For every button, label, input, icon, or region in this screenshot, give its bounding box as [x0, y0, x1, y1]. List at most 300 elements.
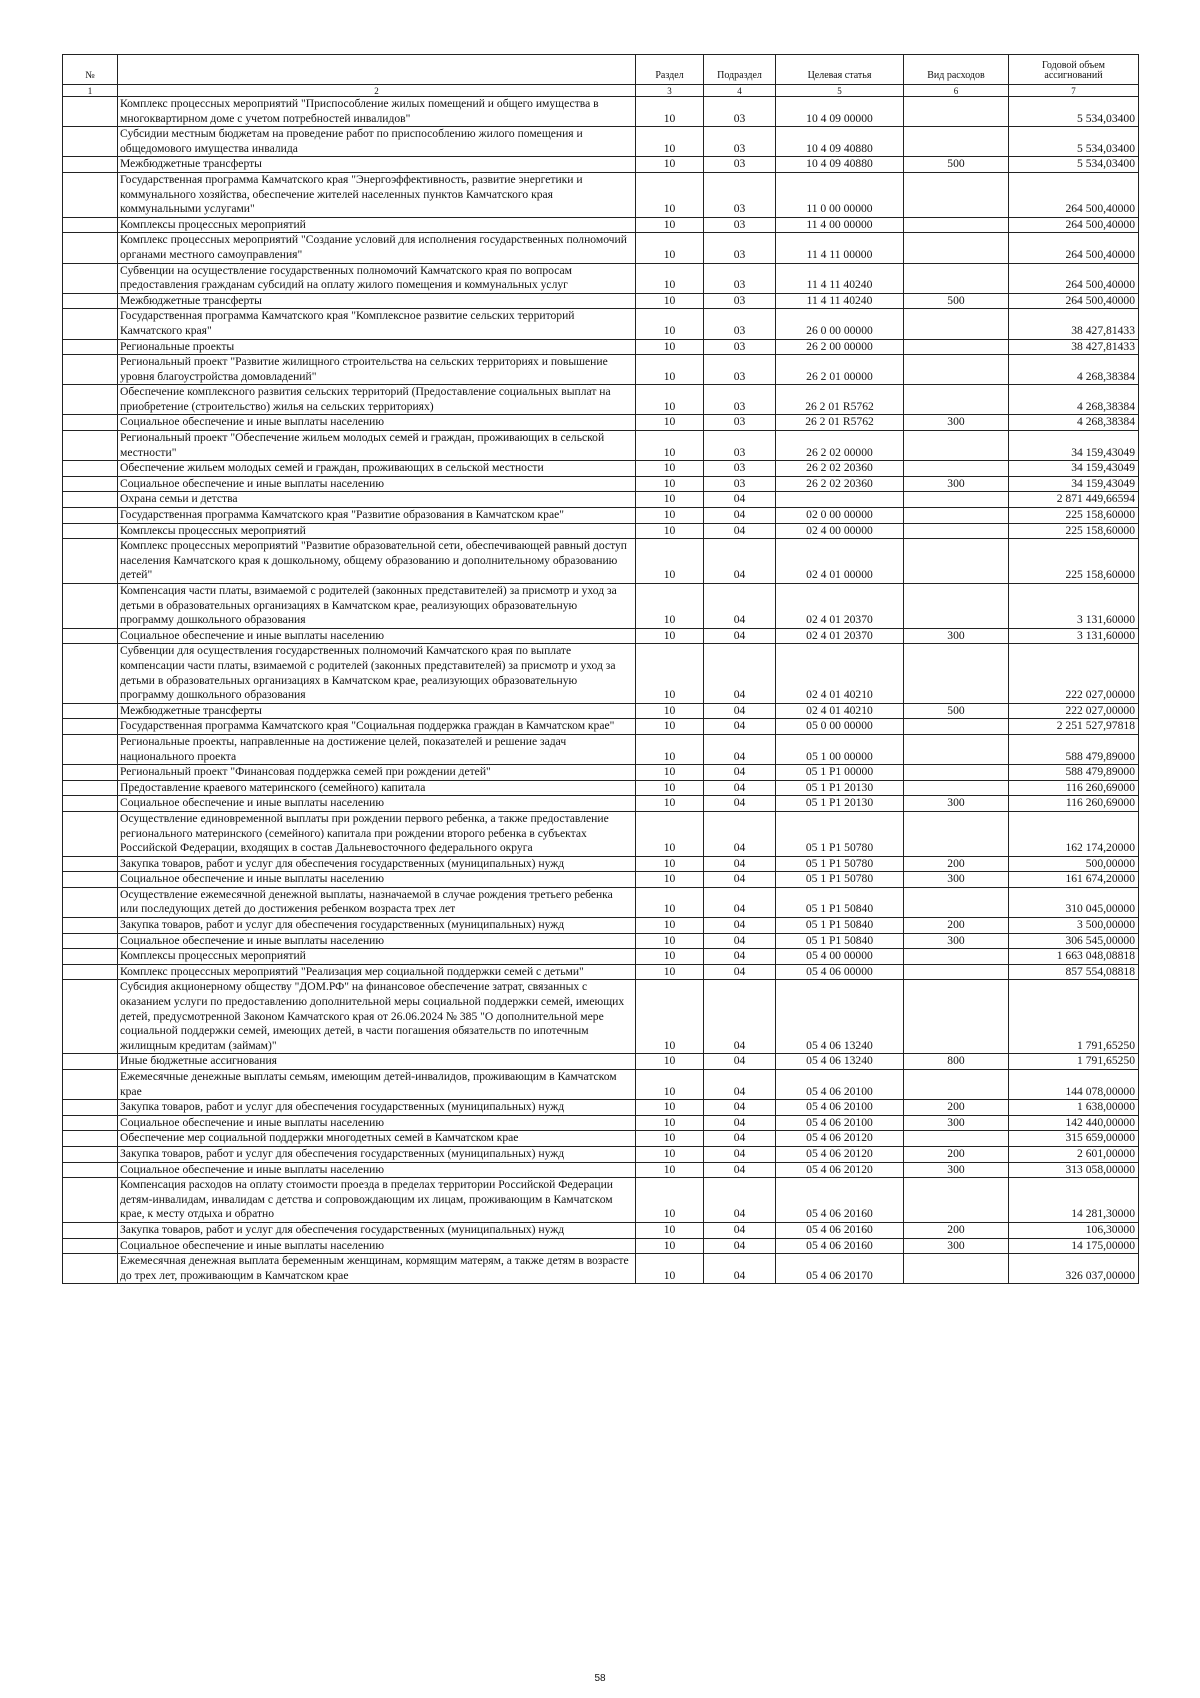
row-name-cell: Осуществление ежемесячной денежной выплаты, назначаемой в случае рождения третьего ребенка или последующих детей до достижения ребенком возраста трех лет — [118, 887, 636, 917]
row-expense-type-cell — [904, 1178, 1009, 1223]
row-target-article-cell: 02 4 01 20370 — [776, 584, 904, 629]
table-row — [63, 796, 1139, 812]
row-name-cell: Межбюджетные трансферты — [118, 703, 636, 719]
row-number-cell — [63, 1131, 118, 1147]
row-amount-cell: 225 158,60000 — [1009, 539, 1139, 584]
row-number-cell — [63, 355, 118, 385]
row-number-cell — [63, 734, 118, 764]
row-podrazdel-cell: 03 — [704, 461, 776, 477]
row-podrazdel-cell: 03 — [704, 97, 776, 127]
row-podrazdel-cell: 04 — [704, 933, 776, 949]
row-amount-cell: 222 027,00000 — [1009, 644, 1139, 703]
row-number-cell — [63, 1222, 118, 1238]
table-row — [63, 461, 1139, 477]
row-expense-type-cell: 200 — [904, 1146, 1009, 1162]
table-row — [63, 1070, 1139, 1100]
table-row — [63, 355, 1139, 385]
row-name-cell: Комплексы процессных мероприятий — [118, 523, 636, 539]
row-number-cell — [63, 508, 118, 524]
row-number-cell — [63, 1100, 118, 1116]
row-target-article-cell: 05 4 06 20100 — [776, 1115, 904, 1131]
row-amount-cell: 264 500,40000 — [1009, 263, 1139, 293]
header-podrazdel: Подраздел — [704, 55, 776, 85]
row-number-cell — [63, 628, 118, 644]
row-number-cell — [63, 872, 118, 888]
row-expense-type-cell — [904, 263, 1009, 293]
table-row — [63, 415, 1139, 431]
column-index-2: 2 — [118, 85, 636, 97]
row-razdel-cell: 10 — [636, 492, 704, 508]
row-number-cell — [63, 97, 118, 127]
row-razdel-cell: 10 — [636, 461, 704, 477]
row-number-cell — [63, 796, 118, 812]
budget-table — [62, 54, 1139, 1284]
row-expense-type-cell — [904, 492, 1009, 508]
row-name-cell: Закупка товаров, работ и услуг для обеспечения государственных (муниципальных) нужд — [118, 1100, 636, 1116]
row-podrazdel-cell: 03 — [704, 415, 776, 431]
table-row — [63, 887, 1139, 917]
row-number-cell — [63, 539, 118, 584]
table-row — [63, 933, 1139, 949]
row-amount-cell: 588 479,89000 — [1009, 765, 1139, 781]
row-target-article-cell: 05 4 06 00000 — [776, 964, 904, 980]
row-podrazdel-cell: 03 — [704, 339, 776, 355]
row-target-article-cell: 05 4 06 13240 — [776, 980, 904, 1054]
table-row — [63, 1222, 1139, 1238]
row-target-article-cell: 05 1 00 00000 — [776, 734, 904, 764]
row-expense-type-cell — [904, 644, 1009, 703]
row-name-cell: Социальное обеспечение и иные выплаты населению — [118, 628, 636, 644]
row-razdel-cell: 10 — [636, 584, 704, 629]
row-target-article-cell: 26 2 01 R5762 — [776, 415, 904, 431]
row-target-article-cell: 26 2 00 00000 — [776, 339, 904, 355]
row-target-article-cell: 26 2 01 R5762 — [776, 385, 904, 415]
row-target-article-cell: 10 4 09 40880 — [776, 157, 904, 173]
row-expense-type-cell — [904, 431, 1009, 461]
row-target-article-cell: 05 4 06 20100 — [776, 1070, 904, 1100]
row-amount-cell: 306 545,00000 — [1009, 933, 1139, 949]
row-podrazdel-cell: 04 — [704, 703, 776, 719]
row-razdel-cell: 10 — [636, 539, 704, 584]
row-podrazdel-cell: 03 — [704, 157, 776, 173]
row-amount-cell: 315 659,00000 — [1009, 1131, 1139, 1147]
row-razdel-cell: 10 — [636, 856, 704, 872]
row-target-article-cell: 05 4 06 20170 — [776, 1254, 904, 1284]
row-podrazdel-cell: 04 — [704, 1054, 776, 1070]
row-podrazdel-cell: 03 — [704, 263, 776, 293]
table-row — [63, 1254, 1139, 1284]
row-number-cell — [63, 1254, 118, 1284]
row-name-cell: Государственная программа Камчатского края "Развитие образования в Камчатском крае" — [118, 508, 636, 524]
row-razdel-cell: 10 — [636, 157, 704, 173]
row-expense-type-cell — [904, 309, 1009, 339]
table-body — [63, 97, 1139, 1284]
row-razdel-cell: 10 — [636, 811, 704, 856]
row-podrazdel-cell: 04 — [704, 1222, 776, 1238]
column-index-1: 1 — [63, 85, 118, 97]
row-podrazdel-cell: 04 — [704, 628, 776, 644]
row-target-article-cell: 10 4 09 40880 — [776, 127, 904, 157]
row-number-cell — [63, 309, 118, 339]
row-amount-cell: 264 500,40000 — [1009, 293, 1139, 309]
row-number-cell — [63, 1146, 118, 1162]
row-podrazdel-cell: 03 — [704, 172, 776, 217]
row-amount-cell: 116 260,69000 — [1009, 780, 1139, 796]
row-target-article-cell: 05 1 P1 50780 — [776, 872, 904, 888]
row-amount-cell: 857 554,08818 — [1009, 964, 1139, 980]
row-expense-type-cell — [904, 980, 1009, 1054]
table-row — [63, 628, 1139, 644]
row-podrazdel-cell: 04 — [704, 508, 776, 524]
row-name-cell: Региональные проекты, направленные на достижение целей, показателей и решение задач национального проекта — [118, 734, 636, 764]
row-podrazdel-cell: 04 — [704, 539, 776, 584]
row-number-cell — [63, 1115, 118, 1131]
row-number-cell — [63, 964, 118, 980]
row-name-cell: Обеспечение комплексного развития сельских территорий (Предоставление социальных выплат на приобретение (строительство) жилья на сельских территориях) — [118, 385, 636, 415]
row-target-article-cell: 05 1 P1 50840 — [776, 933, 904, 949]
row-number-cell — [63, 415, 118, 431]
row-razdel-cell: 10 — [636, 476, 704, 492]
table-row — [63, 508, 1139, 524]
row-name-cell: Иные бюджетные ассигнования — [118, 1054, 636, 1070]
column-index-5: 5 — [776, 85, 904, 97]
row-name-cell: Компенсация части платы, взимаемой с родителей (законных представителей) за присмотр и уход за детьми в образовательных организациях в Камчатском крае, реализующих образовательную программу дошкольного образования — [118, 584, 636, 629]
row-amount-cell: 500,00000 — [1009, 856, 1139, 872]
row-amount-cell: 162 174,20000 — [1009, 811, 1139, 856]
row-expense-type-cell — [904, 811, 1009, 856]
row-expense-type-cell: 200 — [904, 1100, 1009, 1116]
row-razdel-cell: 10 — [636, 233, 704, 263]
row-podrazdel-cell: 04 — [704, 887, 776, 917]
row-razdel-cell: 10 — [636, 172, 704, 217]
row-expense-type-cell — [904, 461, 1009, 477]
row-name-cell: Обеспечение жильем молодых семей и граждан, проживающих в сельской местности — [118, 461, 636, 477]
row-podrazdel-cell: 04 — [704, 644, 776, 703]
row-amount-cell: 14 175,00000 — [1009, 1238, 1139, 1254]
row-razdel-cell: 10 — [636, 1222, 704, 1238]
row-target-article-cell: 11 4 00 00000 — [776, 217, 904, 233]
row-expense-type-cell — [904, 539, 1009, 584]
row-amount-cell: 264 500,40000 — [1009, 233, 1139, 263]
row-target-article-cell — [776, 492, 904, 508]
row-target-article-cell: 26 0 00 00000 — [776, 309, 904, 339]
row-podrazdel-cell: 04 — [704, 964, 776, 980]
row-name-cell: Комплекс процессных мероприятий "Реализация мер социальной поддержки семей с детьми" — [118, 964, 636, 980]
row-expense-type-cell: 300 — [904, 476, 1009, 492]
row-expense-type-cell: 300 — [904, 872, 1009, 888]
row-expense-type-cell — [904, 523, 1009, 539]
row-podrazdel-cell: 04 — [704, 1070, 776, 1100]
row-expense-type-cell — [904, 97, 1009, 127]
row-razdel-cell: 10 — [636, 980, 704, 1054]
row-razdel-cell: 10 — [636, 385, 704, 415]
table-row — [63, 644, 1139, 703]
row-number-cell — [63, 933, 118, 949]
row-target-article-cell: 02 4 01 20370 — [776, 628, 904, 644]
row-podrazdel-cell: 03 — [704, 293, 776, 309]
row-target-article-cell: 05 4 06 20100 — [776, 1100, 904, 1116]
row-podrazdel-cell: 03 — [704, 385, 776, 415]
row-target-article-cell: 02 4 00 00000 — [776, 523, 904, 539]
table-row — [63, 1238, 1139, 1254]
row-razdel-cell: 10 — [636, 415, 704, 431]
row-expense-type-cell — [904, 949, 1009, 965]
row-podrazdel-cell: 03 — [704, 233, 776, 263]
table-row — [63, 157, 1139, 173]
row-target-article-cell: 05 1 P1 20130 — [776, 796, 904, 812]
column-index-3: 3 — [636, 85, 704, 97]
row-razdel-cell: 10 — [636, 217, 704, 233]
header-expense-type: Вид расходов — [904, 55, 1009, 85]
header-target-article: Целевая статья — [776, 55, 904, 85]
column-index-7: 7 — [1009, 85, 1139, 97]
row-podrazdel-cell: 04 — [704, 1115, 776, 1131]
table-row — [63, 1115, 1139, 1131]
row-number-cell — [63, 1054, 118, 1070]
row-expense-type-cell — [904, 172, 1009, 217]
row-razdel-cell: 10 — [636, 1146, 704, 1162]
row-number-cell — [63, 644, 118, 703]
row-amount-cell: 5 534,03400 — [1009, 97, 1139, 127]
table-row — [63, 780, 1139, 796]
budget-table-page — [62, 54, 1138, 1284]
row-number-cell — [63, 385, 118, 415]
row-name-cell: Закупка товаров, работ и услуг для обеспечения государственных (муниципальных) нужд — [118, 918, 636, 934]
row-amount-cell: 588 479,89000 — [1009, 734, 1139, 764]
table-row — [63, 719, 1139, 735]
row-number-cell — [63, 856, 118, 872]
table-row — [63, 980, 1139, 1054]
table-row — [63, 233, 1139, 263]
row-expense-type-cell: 300 — [904, 796, 1009, 812]
header-name — [118, 55, 636, 85]
row-number-cell — [63, 719, 118, 735]
row-expense-type-cell — [904, 127, 1009, 157]
row-name-cell: Социальное обеспечение и иные выплаты населению — [118, 933, 636, 949]
row-amount-cell: 4 268,38384 — [1009, 385, 1139, 415]
row-amount-cell: 161 674,20000 — [1009, 872, 1139, 888]
row-number-cell — [63, 172, 118, 217]
row-target-article-cell: 11 4 11 40240 — [776, 263, 904, 293]
row-podrazdel-cell: 04 — [704, 1146, 776, 1162]
row-amount-cell: 225 158,60000 — [1009, 523, 1139, 539]
row-number-cell — [63, 703, 118, 719]
row-target-article-cell: 05 1 P1 50840 — [776, 887, 904, 917]
row-number-cell — [63, 476, 118, 492]
row-name-cell: Региональный проект "Развитие жилищного строительства на сельских территориях и повышение уровня благоустройства домовладений" — [118, 355, 636, 385]
table-row — [63, 217, 1139, 233]
table-row — [63, 1178, 1139, 1223]
row-name-cell: Межбюджетные трансферты — [118, 157, 636, 173]
row-expense-type-cell — [904, 780, 1009, 796]
row-podrazdel-cell: 04 — [704, 492, 776, 508]
row-amount-cell: 34 159,43049 — [1009, 476, 1139, 492]
row-expense-type-cell — [904, 964, 1009, 980]
row-target-article-cell: 02 4 01 00000 — [776, 539, 904, 584]
row-number-cell — [63, 1162, 118, 1178]
row-amount-cell: 34 159,43049 — [1009, 431, 1139, 461]
row-podrazdel-cell: 03 — [704, 217, 776, 233]
table-row — [63, 97, 1139, 127]
table-row — [63, 492, 1139, 508]
row-razdel-cell: 10 — [636, 796, 704, 812]
row-razdel-cell: 10 — [636, 127, 704, 157]
row-expense-type-cell: 500 — [904, 703, 1009, 719]
row-amount-cell: 1 791,65250 — [1009, 980, 1139, 1054]
row-name-cell: Обеспечение мер социальной поддержки многодетных семей в Камчатском крае — [118, 1131, 636, 1147]
row-amount-cell: 5 534,03400 — [1009, 127, 1139, 157]
row-name-cell: Ежемесячные денежные выплаты семьям, имеющим детей-инвалидов, проживающим в Камчатском крае — [118, 1070, 636, 1100]
row-number-cell — [63, 949, 118, 965]
row-target-article-cell: 05 1 P1 50780 — [776, 856, 904, 872]
row-target-article-cell: 10 4 09 00000 — [776, 97, 904, 127]
row-razdel-cell: 10 — [636, 1131, 704, 1147]
table-header — [63, 55, 1139, 97]
row-expense-type-cell — [904, 1131, 1009, 1147]
row-razdel-cell: 10 — [636, 97, 704, 127]
row-amount-cell: 3 500,00000 — [1009, 918, 1139, 934]
row-amount-cell: 3 131,60000 — [1009, 628, 1139, 644]
row-name-cell: Ежемесячная денежная выплата беременным женщинам, кормящим матерям, а также детям в возрасте до трех лет, проживающим в Камчатском крае — [118, 1254, 636, 1284]
row-razdel-cell: 10 — [636, 872, 704, 888]
row-target-article-cell: 26 2 01 00000 — [776, 355, 904, 385]
table-row — [63, 1146, 1139, 1162]
row-razdel-cell: 10 — [636, 918, 704, 934]
row-name-cell: Социальное обеспечение и иные выплаты населению — [118, 476, 636, 492]
table-row — [63, 856, 1139, 872]
table-row — [63, 1100, 1139, 1116]
table-row — [63, 1162, 1139, 1178]
row-name-cell: Региональные проекты — [118, 339, 636, 355]
row-name-cell: Закупка товаров, работ и услуг для обеспечения государственных (муниципальных) нужд — [118, 1146, 636, 1162]
row-target-article-cell: 26 2 02 20360 — [776, 461, 904, 477]
row-target-article-cell: 05 4 06 20160 — [776, 1222, 904, 1238]
row-name-cell: Охрана семьи и детства — [118, 492, 636, 508]
row-number-cell — [63, 980, 118, 1054]
table-row — [63, 1054, 1139, 1070]
row-amount-cell: 313 058,00000 — [1009, 1162, 1139, 1178]
row-target-article-cell: 05 1 P1 50840 — [776, 918, 904, 934]
page-number: 58 — [594, 1673, 606, 1684]
row-name-cell: Закупка товаров, работ и услуг для обеспечения государственных (муниципальных) нужд — [118, 1222, 636, 1238]
row-razdel-cell: 10 — [636, 1238, 704, 1254]
row-number-cell — [63, 887, 118, 917]
row-razdel-cell: 10 — [636, 1115, 704, 1131]
row-razdel-cell: 10 — [636, 309, 704, 339]
row-podrazdel-cell: 04 — [704, 918, 776, 934]
row-expense-type-cell: 500 — [904, 157, 1009, 173]
row-podrazdel-cell: 04 — [704, 1238, 776, 1254]
row-razdel-cell: 10 — [636, 1054, 704, 1070]
row-amount-cell: 2 601,00000 — [1009, 1146, 1139, 1162]
row-razdel-cell: 10 — [636, 1162, 704, 1178]
row-name-cell: Региональный проект "Финансовая поддержка семей при рождении детей" — [118, 765, 636, 781]
row-expense-type-cell: 200 — [904, 856, 1009, 872]
row-target-article-cell: 11 4 11 40240 — [776, 293, 904, 309]
row-name-cell: Комплекс процессных мероприятий "Приспособление жилых помещений и общего имущества в многоквартирном доме с учетом потребностей инвалидов" — [118, 97, 636, 127]
row-razdel-cell: 10 — [636, 933, 704, 949]
row-target-article-cell: 05 1 P1 50780 — [776, 811, 904, 856]
row-amount-cell: 1 663 048,08818 — [1009, 949, 1139, 965]
row-amount-cell: 14 281,30000 — [1009, 1178, 1139, 1223]
row-podrazdel-cell: 04 — [704, 796, 776, 812]
row-target-article-cell: 05 4 06 20160 — [776, 1238, 904, 1254]
row-expense-type-cell: 300 — [904, 415, 1009, 431]
row-expense-type-cell: 300 — [904, 1162, 1009, 1178]
row-podrazdel-cell: 03 — [704, 355, 776, 385]
row-expense-type-cell: 500 — [904, 293, 1009, 309]
row-name-cell: Комплексы процессных мероприятий — [118, 217, 636, 233]
row-amount-cell: 264 500,40000 — [1009, 172, 1139, 217]
row-razdel-cell: 10 — [636, 263, 704, 293]
row-podrazdel-cell: 04 — [704, 734, 776, 764]
row-target-article-cell: 26 2 02 00000 — [776, 431, 904, 461]
row-target-article-cell: 11 0 00 00000 — [776, 172, 904, 217]
table-row — [63, 918, 1139, 934]
column-index-4: 4 — [704, 85, 776, 97]
table-row — [63, 431, 1139, 461]
row-name-cell: Предоставление краевого материнского (семейного) капитала — [118, 780, 636, 796]
row-podrazdel-cell: 04 — [704, 1254, 776, 1284]
row-target-article-cell: 05 4 06 20120 — [776, 1162, 904, 1178]
table-row — [63, 584, 1139, 629]
row-podrazdel-cell: 03 — [704, 431, 776, 461]
row-number-cell — [63, 523, 118, 539]
row-podrazdel-cell: 03 — [704, 309, 776, 339]
row-number-cell — [63, 918, 118, 934]
row-expense-type-cell — [904, 217, 1009, 233]
row-razdel-cell: 10 — [636, 431, 704, 461]
row-amount-cell: 38 427,81433 — [1009, 339, 1139, 355]
row-podrazdel-cell: 04 — [704, 872, 776, 888]
row-amount-cell: 34 159,43049 — [1009, 461, 1139, 477]
row-razdel-cell: 10 — [636, 644, 704, 703]
row-expense-type-cell — [904, 765, 1009, 781]
row-number-cell — [63, 157, 118, 173]
row-number-cell — [63, 584, 118, 629]
row-podrazdel-cell: 03 — [704, 127, 776, 157]
row-number-cell — [63, 339, 118, 355]
row-razdel-cell: 10 — [636, 508, 704, 524]
row-expense-type-cell — [904, 339, 1009, 355]
row-podrazdel-cell: 04 — [704, 584, 776, 629]
row-razdel-cell: 10 — [636, 1178, 704, 1223]
row-razdel-cell: 10 — [636, 1254, 704, 1284]
row-podrazdel-cell: 04 — [704, 523, 776, 539]
table-row — [63, 734, 1139, 764]
row-number-cell — [63, 780, 118, 796]
row-target-article-cell: 02 4 01 40210 — [776, 703, 904, 719]
row-amount-cell: 310 045,00000 — [1009, 887, 1139, 917]
row-name-cell: Региональный проект "Обеспечение жильем молодых семей и граждан, проживающих в сельской местности" — [118, 431, 636, 461]
row-target-article-cell: 05 4 06 20120 — [776, 1146, 904, 1162]
row-number-cell — [63, 765, 118, 781]
row-amount-cell: 225 158,60000 — [1009, 508, 1139, 524]
row-name-cell: Государственная программа Камчатского края "Энергоэффективность, развитие энергетики и коммунального хозяйства, обеспечение жителей населенных пунктов Камчатского края коммунальными услугами" — [118, 172, 636, 217]
row-name-cell: Субсидии местным бюджетам на проведение работ по приспособлению жилого помещения и общедомового имущества инвалида — [118, 127, 636, 157]
row-target-article-cell: 11 4 11 00000 — [776, 233, 904, 263]
row-name-cell: Социальное обеспечение и иные выплаты населению — [118, 796, 636, 812]
row-razdel-cell: 10 — [636, 780, 704, 796]
row-razdel-cell: 10 — [636, 719, 704, 735]
row-target-article-cell: 05 0 00 00000 — [776, 719, 904, 735]
row-target-article-cell: 02 4 01 40210 — [776, 644, 904, 703]
row-name-cell: Комплексы процессных мероприятий — [118, 949, 636, 965]
row-number-cell — [63, 1070, 118, 1100]
row-expense-type-cell — [904, 508, 1009, 524]
row-amount-cell: 144 078,00000 — [1009, 1070, 1139, 1100]
row-razdel-cell: 10 — [636, 734, 704, 764]
